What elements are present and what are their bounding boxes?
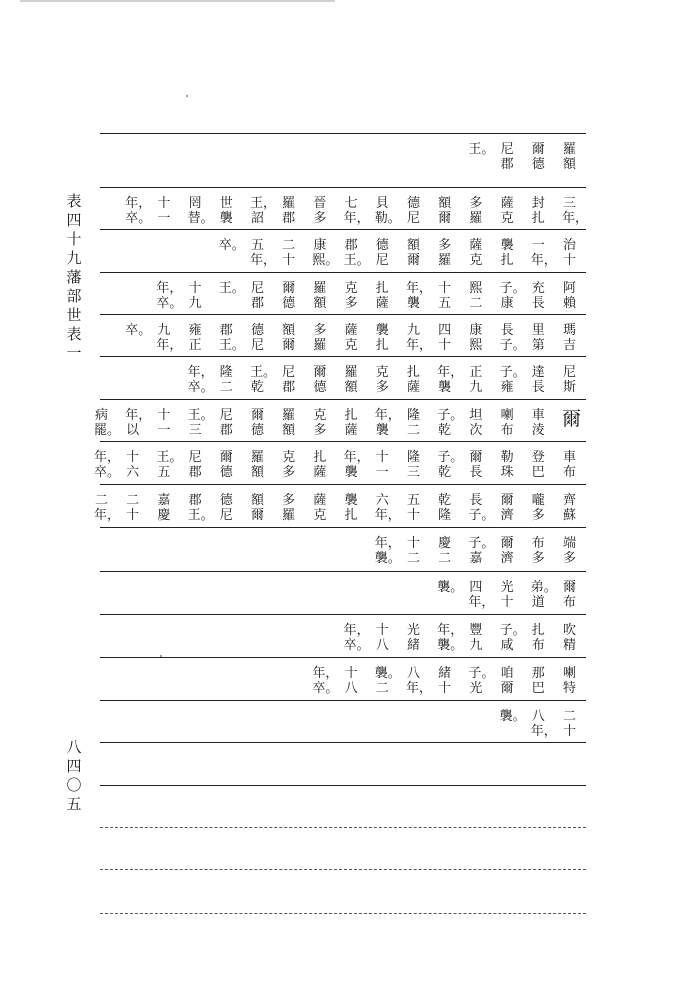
speck xyxy=(186,95,188,97)
table-cell: 克多 xyxy=(375,365,389,395)
table-cell: 襲。 xyxy=(437,580,464,595)
table-cell: 爾長 xyxy=(469,450,483,480)
table-cell: 年，襲 xyxy=(406,281,433,311)
table-cell: 封扎 xyxy=(531,196,545,226)
table-row xyxy=(100,363,586,405)
table-cell: 緒十 xyxy=(438,666,452,696)
page-number: 八四〇五 xyxy=(66,738,82,813)
table-cell: 吹精 xyxy=(562,623,576,653)
table-cell: 充長 xyxy=(531,281,545,311)
table-cell: 薩克 xyxy=(500,196,514,226)
table-cell: 十五 xyxy=(438,281,452,311)
table-cell: 王。 xyxy=(218,281,245,296)
table-cell: 額爾 xyxy=(438,196,452,226)
table-cell: 十一 xyxy=(375,450,389,480)
table-cell: 齊蘇 xyxy=(562,493,576,523)
ruled-line xyxy=(100,785,586,786)
table-cell: 瑪吉 xyxy=(562,323,576,353)
table-row xyxy=(100,279,586,321)
table-cell: 貝勒。 xyxy=(374,196,401,226)
table-cell: 慶二 xyxy=(438,536,452,566)
table-cell: 克多 xyxy=(282,450,296,480)
table-cell: 乾隆 xyxy=(438,493,452,523)
table-cell: 卒。 xyxy=(125,323,152,338)
table-cell: 子。光 xyxy=(468,666,495,696)
table-cell: 光十 xyxy=(500,580,514,610)
table-cell: 十八 xyxy=(344,666,358,696)
table-cell: 薩克 xyxy=(313,493,327,523)
running-title: 表四十九 藩部世表一 xyxy=(66,192,97,362)
table-row xyxy=(100,578,586,620)
table-cell: 年，襲。 xyxy=(374,536,401,566)
table-cell: 羅郡 xyxy=(282,196,296,226)
table-cell: 爾德 xyxy=(250,408,264,438)
table-cell: 嚨多 xyxy=(531,493,545,523)
table-cell: 年，襲 xyxy=(343,450,370,480)
top-edge-line xyxy=(20,0,335,2)
table-cell: 治十 xyxy=(562,238,576,268)
table-cell: 尼郡 xyxy=(219,408,233,438)
table-cell: 隆二 xyxy=(219,365,233,395)
table-cell: 二十 xyxy=(562,709,576,739)
table-cell: 薩克 xyxy=(469,238,483,268)
table-cell: 車布 xyxy=(562,450,576,480)
table-cell: 喇特 xyxy=(562,666,576,696)
table-cell: 五十 xyxy=(406,493,420,523)
table-cell: 十一 xyxy=(157,408,171,438)
table-row xyxy=(100,194,589,236)
table-cell: 郡王。 xyxy=(187,493,214,523)
table-cell: 十六 xyxy=(126,450,140,480)
table-cell: 克多 xyxy=(344,281,358,311)
ruled-line xyxy=(100,827,586,828)
table-cell: 扎薩 xyxy=(375,281,389,311)
table-cell: 多羅 xyxy=(282,493,296,523)
table-cell: 咱爾 xyxy=(500,666,514,696)
table-cell: 扎薩 xyxy=(406,365,420,395)
table-cell: 羅額 xyxy=(562,142,576,172)
table-cell: 十八 xyxy=(375,623,389,653)
table-row xyxy=(94,448,586,490)
table-cell: 長子。 xyxy=(499,323,526,353)
table-cell: 四十 xyxy=(438,323,452,353)
table-cell: 勒珠 xyxy=(500,450,514,480)
table-cell: 七年， xyxy=(343,196,370,226)
table-row xyxy=(94,406,586,448)
table-cell: 子。咸 xyxy=(499,623,526,653)
table-cell: 襲扎 xyxy=(344,493,358,523)
table-cell: 德尼 xyxy=(375,238,389,268)
table-cell: 長子。 xyxy=(468,493,495,523)
table-cell: 尼郡 xyxy=(188,450,202,480)
table-cell: 五年， xyxy=(250,238,277,268)
table-cell: 喇布 xyxy=(500,408,514,438)
table-cell: 雍正 xyxy=(188,323,202,353)
table-cell: 康熙 xyxy=(469,323,483,353)
table-cell: 世襲 xyxy=(219,196,233,226)
table-cell: 一年， xyxy=(530,238,557,268)
table-cell: 尼郡 xyxy=(500,142,514,172)
table-cell: 十九 xyxy=(188,281,202,311)
table-row xyxy=(100,621,586,663)
table-cell: 隆三 xyxy=(406,450,420,480)
table-cell: 年，卒。 xyxy=(156,281,183,311)
table-row xyxy=(94,491,586,533)
table-cell: 多羅 xyxy=(313,323,327,353)
table-cell: 布多 xyxy=(531,536,545,566)
table-cell: 爾濟 xyxy=(500,493,514,523)
table-cell: 阿賴 xyxy=(562,281,576,311)
table-row xyxy=(100,534,586,576)
table-cell: 二年， xyxy=(94,493,121,523)
table-cell: 羅額 xyxy=(344,365,358,395)
table-cell: 熙二 xyxy=(469,281,483,311)
table-cell: 四年， xyxy=(468,580,495,610)
table-row xyxy=(100,664,586,706)
ruled-line xyxy=(100,869,586,870)
table-cell: 襲。 xyxy=(499,709,526,724)
table-cell: 郡王。 xyxy=(343,238,370,268)
table-cell: 那巴 xyxy=(531,666,545,696)
table-cell: 尼郡 xyxy=(250,281,264,311)
table-cell: 爾德 xyxy=(313,365,327,395)
table-cell: 薩克 xyxy=(344,323,358,353)
table-cell: 正九 xyxy=(469,365,483,395)
table-cell: 罔替。 xyxy=(187,196,214,226)
table-cell: 八年， xyxy=(406,666,433,696)
table-cell: 德尼 xyxy=(250,323,264,353)
table-cell: 爾 xyxy=(562,408,582,430)
table-cell: 爾濟 xyxy=(500,536,514,566)
table-cell: 達長 xyxy=(531,365,545,395)
table-row xyxy=(100,140,586,182)
table-cell: 三年， xyxy=(562,196,589,226)
table-cell: 年，卒。 xyxy=(343,623,370,653)
table-cell: 王。三 xyxy=(187,408,214,438)
table-cell: 郡王。 xyxy=(218,323,245,353)
table-cell: 晉多 xyxy=(313,196,327,226)
table-cell: 克多 xyxy=(313,408,327,438)
table-cell: 扎薩 xyxy=(344,408,358,438)
table-cell: 額爾 xyxy=(282,323,296,353)
table-cell: 羅額 xyxy=(313,281,327,311)
table-cell: 十一 xyxy=(157,196,171,226)
table-cell: 王。 xyxy=(468,142,495,157)
table-cell: 襲扎 xyxy=(500,238,514,268)
table-cell: 德尼 xyxy=(406,196,420,226)
table-cell: 多羅 xyxy=(438,238,452,268)
table-cell: 年，卒。 xyxy=(312,666,339,696)
table-cell: 王。乾 xyxy=(250,365,277,395)
table-cell: 年，卒。 xyxy=(94,450,121,480)
table-cell: 年，以 xyxy=(125,408,152,438)
table-cell: 爾布 xyxy=(562,580,576,610)
table-cell: 里第 xyxy=(531,323,545,353)
table-cell: 子。雍 xyxy=(499,365,526,395)
table-cell: 嘉慶 xyxy=(157,493,171,523)
table-cell: 爾德 xyxy=(282,281,296,311)
table-cell: 尼斯 xyxy=(562,365,576,395)
table-cell: 扎布 xyxy=(531,623,545,653)
table-cell: 襲。二 xyxy=(374,666,401,696)
ruled-line xyxy=(100,133,586,134)
table-cell: 康熙。 xyxy=(312,238,339,268)
table-row xyxy=(100,321,586,363)
table-row xyxy=(100,236,586,278)
table-cell: 二十 xyxy=(282,238,296,268)
table-cell: 年，襲。 xyxy=(437,623,464,653)
ruled-line xyxy=(100,913,586,914)
table-cell: 坦次 xyxy=(469,408,483,438)
table-cell: 十二 xyxy=(406,536,420,566)
table-cell: 年，卒。 xyxy=(187,365,214,395)
table-cell: 子。嘉 xyxy=(468,536,495,566)
table-cell: 九年， xyxy=(156,323,183,353)
table-cell: 襲扎 xyxy=(375,323,389,353)
table-cell: 王。五 xyxy=(156,450,183,480)
table-cell: 額爾 xyxy=(250,493,264,523)
table-cell: 豐九 xyxy=(469,623,483,653)
table-cell: 八年， xyxy=(530,709,557,739)
table-cell: 子。康 xyxy=(499,281,526,311)
ruled-line xyxy=(100,187,586,188)
table-cell: 病罷。 xyxy=(94,408,121,438)
table-cell: 多羅 xyxy=(469,196,483,226)
table-cell: 年，襲 xyxy=(437,365,464,395)
table-cell: 弟。道 xyxy=(530,580,557,610)
table-cell: 王，詔 xyxy=(250,196,277,226)
table-cell: 子。乾 xyxy=(437,450,464,480)
table-cell: 隆二 xyxy=(406,408,420,438)
table-cell: 尼郡 xyxy=(282,365,296,395)
table-cell: 登巴 xyxy=(531,450,545,480)
table-row xyxy=(100,707,586,749)
table-cell: 羅額 xyxy=(250,450,264,480)
table-cell: 車淩 xyxy=(531,408,545,438)
table-cell: 德尼 xyxy=(219,493,233,523)
table-cell: 九年， xyxy=(406,323,433,353)
table-cell: 年，卒。 xyxy=(125,196,152,226)
table-cell: 爾德 xyxy=(531,142,545,172)
table-cell: 端多 xyxy=(562,536,576,566)
table-cell: 年，襲 xyxy=(374,408,401,438)
table-cell: 爾德 xyxy=(219,450,233,480)
table-cell: 二十 xyxy=(126,493,140,523)
table-cell: 卒。 xyxy=(218,238,245,253)
table-cell: 額爾 xyxy=(406,238,420,268)
table-cell: 光緒 xyxy=(406,623,420,653)
table-cell: 子。乾 xyxy=(437,408,464,438)
table-cell: 六年， xyxy=(374,493,401,523)
table-cell: 羅額 xyxy=(282,408,296,438)
table-cell: 扎薩 xyxy=(313,450,327,480)
